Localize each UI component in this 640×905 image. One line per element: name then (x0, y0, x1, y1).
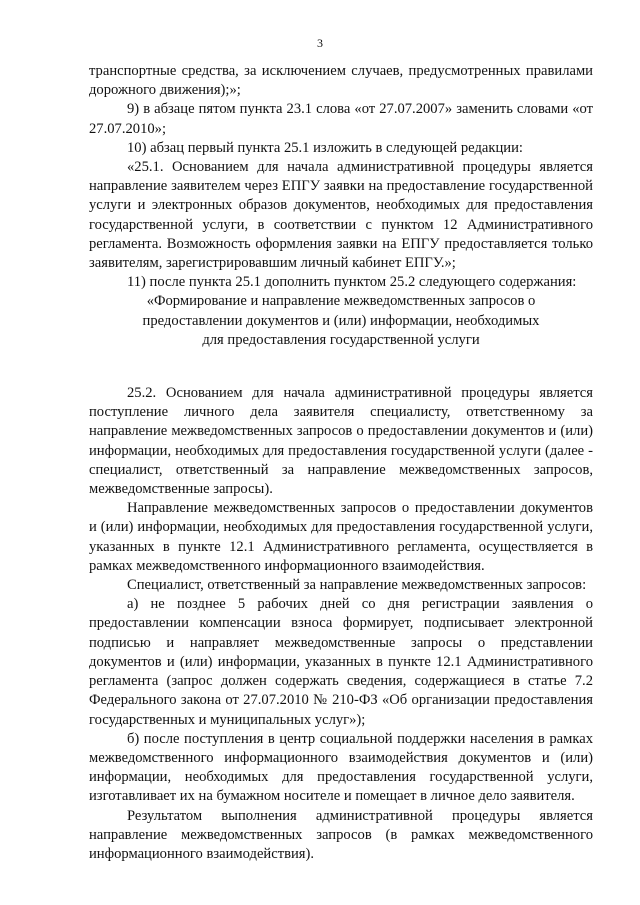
paragraph: 25.2. Основанием для начала административной процедуры является поступление личного дела заявителя специалисту, ответственному за направление межведомственных запросов о предоставлении документов и (или) информации, необходимых для предоставления государственной услуги (далее - специалист, ответственный за направление межведомственных запросов, межведомственные запросы). (89, 385, 593, 498)
paragraph: транспортные средства, за исключением случаев, предусмотренных правилами дорожного движения);»; (89, 63, 593, 99)
section-heading (89, 292, 593, 350)
paragraph: 9) в абзаце пятом пункта 23.1 слова «от 27.07.2007» заменить словами «от 27.07.2010»; (89, 101, 593, 137)
heading-line: для предоставления государственной услуги (202, 331, 480, 348)
page-number: 3 (317, 36, 323, 50)
paragraph: Результатом выполнения административной процедуры является направление межведомственных запросов (в рамках межведомственного информационного взаимодействия). (89, 807, 593, 862)
spacer (89, 350, 593, 384)
paragraph: «25.1. Основанием для начала административной процедуры является направление заявителем через ЕПГУ заявки на предоставление государственной услуги и электронных образов документов, необходимых для предоставления государственной услуги, в соответствии с пунктом 12 Административного регламента. Возможность оформления заявки на ЕПГУ предоставляется только заявителям, зарегистрировавшим личный кабинет ЕПГУ.»; (89, 159, 593, 272)
paragraph: Направление межведомственных запросов о предоставлении документов и (или) информации, необходимых для предоставления государственной услуги, указанных в пункте 12.1 Административного регламента, осуществляется в рамках межведомственного информационного взаимодействия. (89, 500, 593, 574)
paragraph: 10) абзац первый пункта 25.1 изложить в следующей редакции: (127, 139, 523, 156)
document-body (89, 62, 593, 864)
paragraph: а) не позднее 5 рабочих дней со дня регистрации заявления о предоставлении компенсации взноса формирует, подписывает электронной подписью и направляет межведомственные запросы о представлении документов и (или) информации, указанных в пункте 12.1 Административного регламента (запрос должен содержать сведения, содержащиеся в статье 7.2 Федерального закона от 27.07.2010 № 210-ФЗ «Об организации предоставления государственных и муниципальных услуг»); (89, 596, 593, 728)
paragraph: 11) после пункта 25.1 дополнить пунктом 25.2 следующего содержания: (127, 274, 577, 291)
paragraph: Специалист, ответственный за направление межведомственных запросов: (127, 577, 587, 594)
paragraph: б) после поступления в центр социальной поддержки населения в рамках межведомственного информационного взаимодействия документов и (или) информации, необходимых для предоставления государственной услуги, изготавливает их на бумажном носителе и помещает в личное дело заявителя. (89, 730, 593, 805)
heading-line: «Формирование и направление межведомственных запросов о (146, 293, 536, 310)
heading-line: предоставлении документов и (или) информации, необходимых (142, 312, 540, 329)
